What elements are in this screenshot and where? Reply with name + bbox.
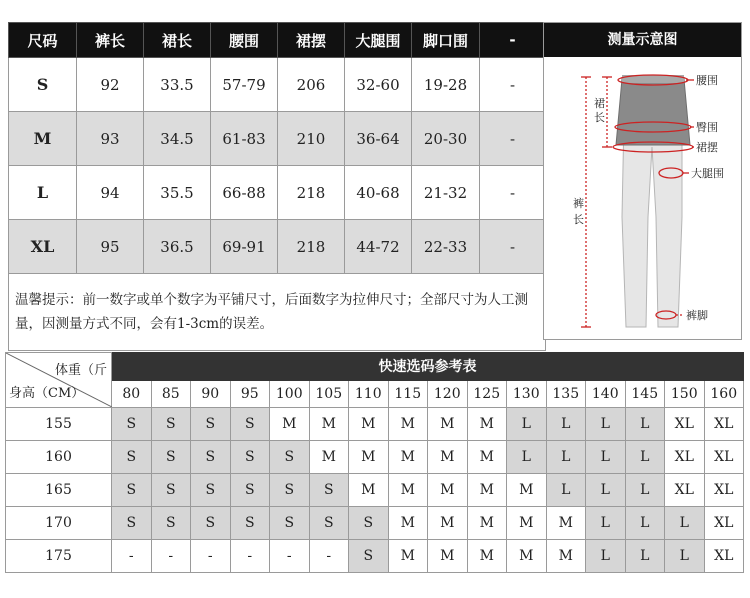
size-recommendation: XL xyxy=(665,474,705,507)
weight-header: 150 xyxy=(665,380,705,408)
label-hip: 臀围 xyxy=(696,121,718,134)
label-skirt-length-2: 长 xyxy=(594,111,605,124)
diagram-title: 测量示意图 xyxy=(544,23,741,57)
header-pant-length: 裤长 xyxy=(77,23,144,58)
quick-row xyxy=(6,507,744,540)
size-recommendation: S xyxy=(151,441,191,474)
size-recommendation: L xyxy=(507,408,547,441)
size-recommendation: M xyxy=(467,540,507,573)
label-ankle: 裤脚 xyxy=(686,309,708,322)
quick-title-row xyxy=(6,353,744,381)
label-pant-length-2: 长 xyxy=(573,213,584,226)
quick-size-chart xyxy=(5,352,743,572)
size-recommendation: L xyxy=(625,540,665,573)
size-recommendation: L xyxy=(665,507,705,540)
quick-row xyxy=(6,408,744,441)
quick-row xyxy=(6,474,744,507)
height-label: 160 xyxy=(6,441,112,474)
size-value: 20-30 xyxy=(412,112,480,166)
size-recommendation: S xyxy=(112,507,152,540)
size-recommendation: S xyxy=(270,441,310,474)
size-recommendation: M xyxy=(349,441,389,474)
size-recommendation: M xyxy=(349,474,389,507)
size-row xyxy=(9,220,546,274)
size-recommendation: M xyxy=(546,507,586,540)
size-recommendation: M xyxy=(467,474,507,507)
label-hem: 裙摆 xyxy=(696,141,718,154)
size-value: 34.5 xyxy=(144,112,211,166)
quick-size-table xyxy=(5,352,744,573)
header-size: 尺码 xyxy=(9,23,77,58)
size-recommendation: S xyxy=(112,474,152,507)
leggings-skirt-figure xyxy=(544,57,741,339)
size-value: 44-72 xyxy=(345,220,412,274)
size-recommendation: M xyxy=(428,408,468,441)
measurement-note: 温馨提示：前一数字或单个数字为平铺尺寸，后面数字为拉伸尺寸；全部尺寸为人工测量，因测量方式不同，会有1-3cm的误差。 xyxy=(9,274,546,351)
weight-header: 95 xyxy=(230,380,270,408)
weight-header: 130 xyxy=(507,380,547,408)
size-recommendation: XL xyxy=(704,540,744,573)
size-table xyxy=(8,22,546,351)
size-recommendation: M xyxy=(467,507,507,540)
size-value: 33.5 xyxy=(144,58,211,112)
skirt-shape xyxy=(616,79,690,145)
size-recommendation: XL xyxy=(704,408,744,441)
size-recommendation: L xyxy=(586,540,626,573)
size-value: 57-79 xyxy=(211,58,278,112)
height-label: 165 xyxy=(6,474,112,507)
corner-cell xyxy=(6,353,112,408)
size-recommendation: S xyxy=(230,507,270,540)
size-value: 22-33 xyxy=(412,220,480,274)
size-value: 218 xyxy=(278,166,345,220)
size-recommendation: M xyxy=(428,474,468,507)
header-skirt-length: 裙长 xyxy=(144,23,211,58)
size-recommendation: S xyxy=(349,540,389,573)
header-blank: - xyxy=(480,23,546,58)
size-recommendation: S xyxy=(191,408,231,441)
weight-header: 160 xyxy=(704,380,744,408)
size-row xyxy=(9,166,546,220)
size-recommendation: XL xyxy=(665,441,705,474)
measurement-diagram xyxy=(543,22,742,340)
size-recommendation: S xyxy=(112,408,152,441)
size-recommendation: - xyxy=(191,540,231,573)
size-value: 218 xyxy=(278,220,345,274)
size-value: 32-60 xyxy=(345,58,412,112)
weight-header: 125 xyxy=(467,380,507,408)
size-value: 35.5 xyxy=(144,166,211,220)
size-recommendation: S xyxy=(349,507,389,540)
weight-header: 120 xyxy=(428,380,468,408)
size-recommendation: S xyxy=(230,441,270,474)
size-recommendation: S xyxy=(151,474,191,507)
size-value: 69-91 xyxy=(211,220,278,274)
size-recommendation: L xyxy=(665,540,705,573)
size-value: 66-88 xyxy=(211,166,278,220)
size-value: 19-28 xyxy=(412,58,480,112)
size-recommendation: M xyxy=(507,540,547,573)
size-recommendation: S xyxy=(230,408,270,441)
size-recommendation: M xyxy=(467,441,507,474)
height-label: 155 xyxy=(6,408,112,441)
label-thigh: 大腿围 xyxy=(691,167,724,180)
size-label: L xyxy=(9,166,77,220)
size-value: 36.5 xyxy=(144,220,211,274)
size-recommendation: S xyxy=(270,474,310,507)
size-value: 61-83 xyxy=(211,112,278,166)
size-value: 94 xyxy=(77,166,144,220)
size-recommendation: M xyxy=(388,474,428,507)
weight-header: 115 xyxy=(388,380,428,408)
size-value: 21-32 xyxy=(412,166,480,220)
size-recommendation: S xyxy=(309,474,349,507)
size-recommendation: M xyxy=(270,408,310,441)
weight-header: 85 xyxy=(151,380,191,408)
size-recommendation: L xyxy=(586,408,626,441)
size-recommendation: L xyxy=(625,507,665,540)
size-recommendation: M xyxy=(428,507,468,540)
size-recommendation: S xyxy=(270,507,310,540)
header-thigh: 大腿围 xyxy=(345,23,412,58)
size-recommendation: L xyxy=(586,474,626,507)
header-hem: 裙摆 xyxy=(278,23,345,58)
size-recommendation: M xyxy=(546,540,586,573)
weight-header: 90 xyxy=(191,380,231,408)
size-label: XL xyxy=(9,220,77,274)
size-recommendation: M xyxy=(388,441,428,474)
height-label: 170 xyxy=(6,507,112,540)
size-recommendation: L xyxy=(625,441,665,474)
size-value: 92 xyxy=(77,58,144,112)
size-recommendation: L xyxy=(546,408,586,441)
size-recommendation: XL xyxy=(665,408,705,441)
quick-row xyxy=(6,441,744,474)
size-recommendation: M xyxy=(388,540,428,573)
size-row xyxy=(9,58,546,112)
weight-header: 100 xyxy=(270,380,310,408)
size-recommendation: L xyxy=(586,507,626,540)
size-value: 93 xyxy=(77,112,144,166)
corner-height-label: 身高（CM） xyxy=(9,386,85,401)
size-recommendation: XL xyxy=(704,507,744,540)
quick-row xyxy=(6,540,744,573)
size-recommendation: M xyxy=(309,441,349,474)
height-label: 175 xyxy=(6,540,112,573)
size-recommendation: M xyxy=(467,408,507,441)
size-recommendation: S xyxy=(230,474,270,507)
weight-row xyxy=(6,380,744,408)
size-value: - xyxy=(480,220,546,274)
weight-header: 80 xyxy=(112,380,152,408)
size-recommendation: L xyxy=(586,441,626,474)
size-value: 95 xyxy=(77,220,144,274)
size-recommendation: S xyxy=(191,474,231,507)
size-recommendation: L xyxy=(546,441,586,474)
size-recommendation: L xyxy=(625,408,665,441)
size-value: 206 xyxy=(278,58,345,112)
size-recommendation: S xyxy=(112,441,152,474)
size-recommendation: S xyxy=(309,507,349,540)
quick-title: 快速选码参考表 xyxy=(112,353,744,381)
label-waist: 腰围 xyxy=(696,74,718,87)
corner-weight-label: 体重（斤 xyxy=(54,363,107,378)
size-value: - xyxy=(480,112,546,166)
size-value: 36-64 xyxy=(345,112,412,166)
size-recommendation: M xyxy=(428,441,468,474)
size-recommendation: M xyxy=(388,507,428,540)
size-recommendation: S xyxy=(191,507,231,540)
size-label: M xyxy=(9,112,77,166)
size-value: - xyxy=(480,166,546,220)
size-recommendation: - xyxy=(270,540,310,573)
size-recommendation: L xyxy=(507,441,547,474)
size-recommendation: - xyxy=(112,540,152,573)
header-waist: 腰围 xyxy=(211,23,278,58)
size-row xyxy=(9,112,546,166)
leggings-shape xyxy=(622,117,682,327)
size-recommendation: - xyxy=(151,540,191,573)
size-recommendation: M xyxy=(349,408,389,441)
size-recommendation: M xyxy=(388,408,428,441)
size-recommendation: M xyxy=(507,474,547,507)
size-recommendation: S xyxy=(191,441,231,474)
note-row xyxy=(9,274,546,351)
size-recommendation: XL xyxy=(704,441,744,474)
size-value: 210 xyxy=(278,112,345,166)
weight-header: 110 xyxy=(349,380,389,408)
size-recommendation: S xyxy=(151,507,191,540)
size-table-header xyxy=(9,23,546,58)
size-value: 40-68 xyxy=(345,166,412,220)
weight-header: 140 xyxy=(586,380,626,408)
weight-header: 105 xyxy=(309,380,349,408)
label-pant-length-1: 裤 xyxy=(573,197,584,210)
header-ankle: 脚口围 xyxy=(412,23,480,58)
label-skirt-length-1: 裙 xyxy=(594,97,605,110)
size-recommendation: - xyxy=(309,540,349,573)
size-recommendation: M xyxy=(428,540,468,573)
size-recommendation: M xyxy=(309,408,349,441)
size-recommendation: XL xyxy=(704,474,744,507)
size-recommendation: - xyxy=(230,540,270,573)
size-recommendation: L xyxy=(546,474,586,507)
size-recommendation: M xyxy=(507,507,547,540)
size-label: S xyxy=(9,58,77,112)
size-recommendation: S xyxy=(151,408,191,441)
weight-header: 145 xyxy=(625,380,665,408)
weight-header: 135 xyxy=(546,380,586,408)
size-recommendation: L xyxy=(625,474,665,507)
size-value: - xyxy=(480,58,546,112)
